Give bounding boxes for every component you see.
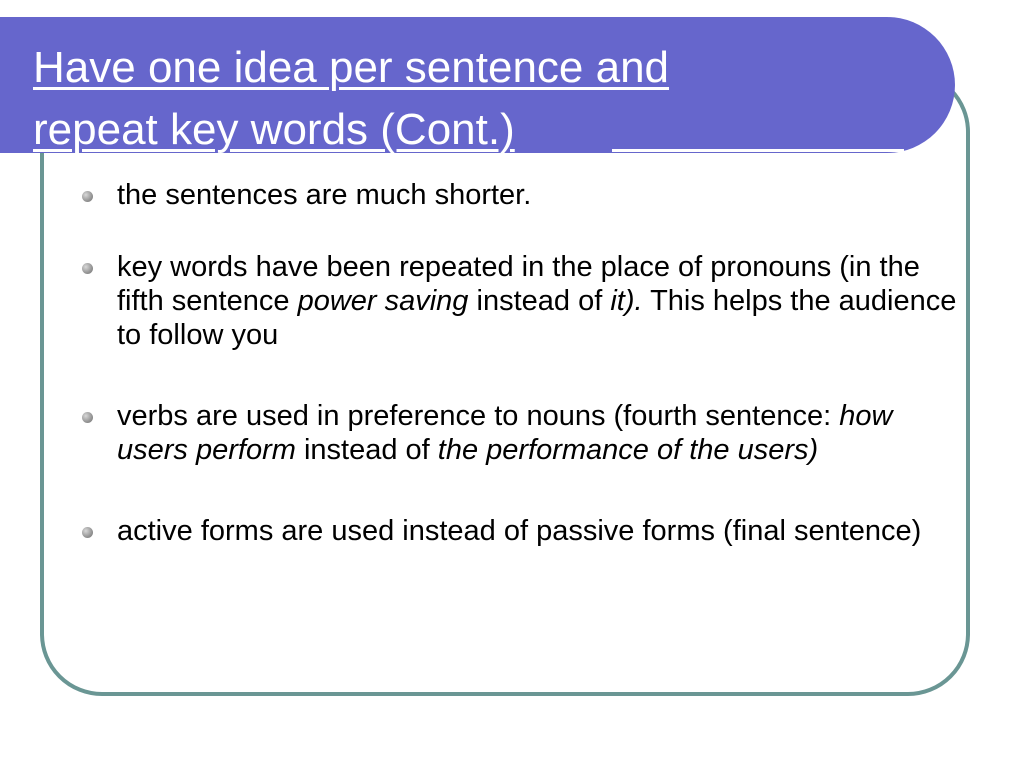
bullet-text: the sentences are much shorter. — [117, 179, 532, 211]
bullet-icon — [82, 191, 93, 202]
italic-example: it). — [610, 285, 643, 317]
bullet-icon — [82, 263, 93, 274]
bullet-text: active forms are used instead of passive forms (final sentence) — [117, 515, 922, 547]
slide-title — [33, 37, 669, 161]
title-underline — [612, 149, 904, 152]
italic-example: power saving — [297, 285, 469, 317]
bullet-icon — [82, 412, 93, 423]
bullet-icon — [82, 527, 93, 538]
italic-example: the performance of the users) — [437, 434, 819, 466]
title-banner — [0, 17, 955, 153]
bullet-list — [82, 178, 962, 548]
title-line-2: repeat key words (Cont.) — [33, 105, 515, 154]
bullet-item-shorter-sentences — [82, 178, 962, 212]
bullet-item-active-forms — [82, 514, 962, 548]
title-line-1: Have one idea per sentence and — [33, 43, 670, 92]
bullet-text: key words have been repeated in the place of pronouns (in the fifth sentence power saving instead of it). This helps the audience to follow you — [117, 251, 957, 351]
bullet-item-repeated-key-words — [82, 250, 962, 352]
bullet-item-verbs-over-nouns — [82, 399, 962, 467]
italic-example: how users perform — [117, 400, 893, 466]
bullet-text: verbs are used in preference to nouns (fourth sentence: how users perform instead of the performance of the users) — [117, 400, 893, 466]
